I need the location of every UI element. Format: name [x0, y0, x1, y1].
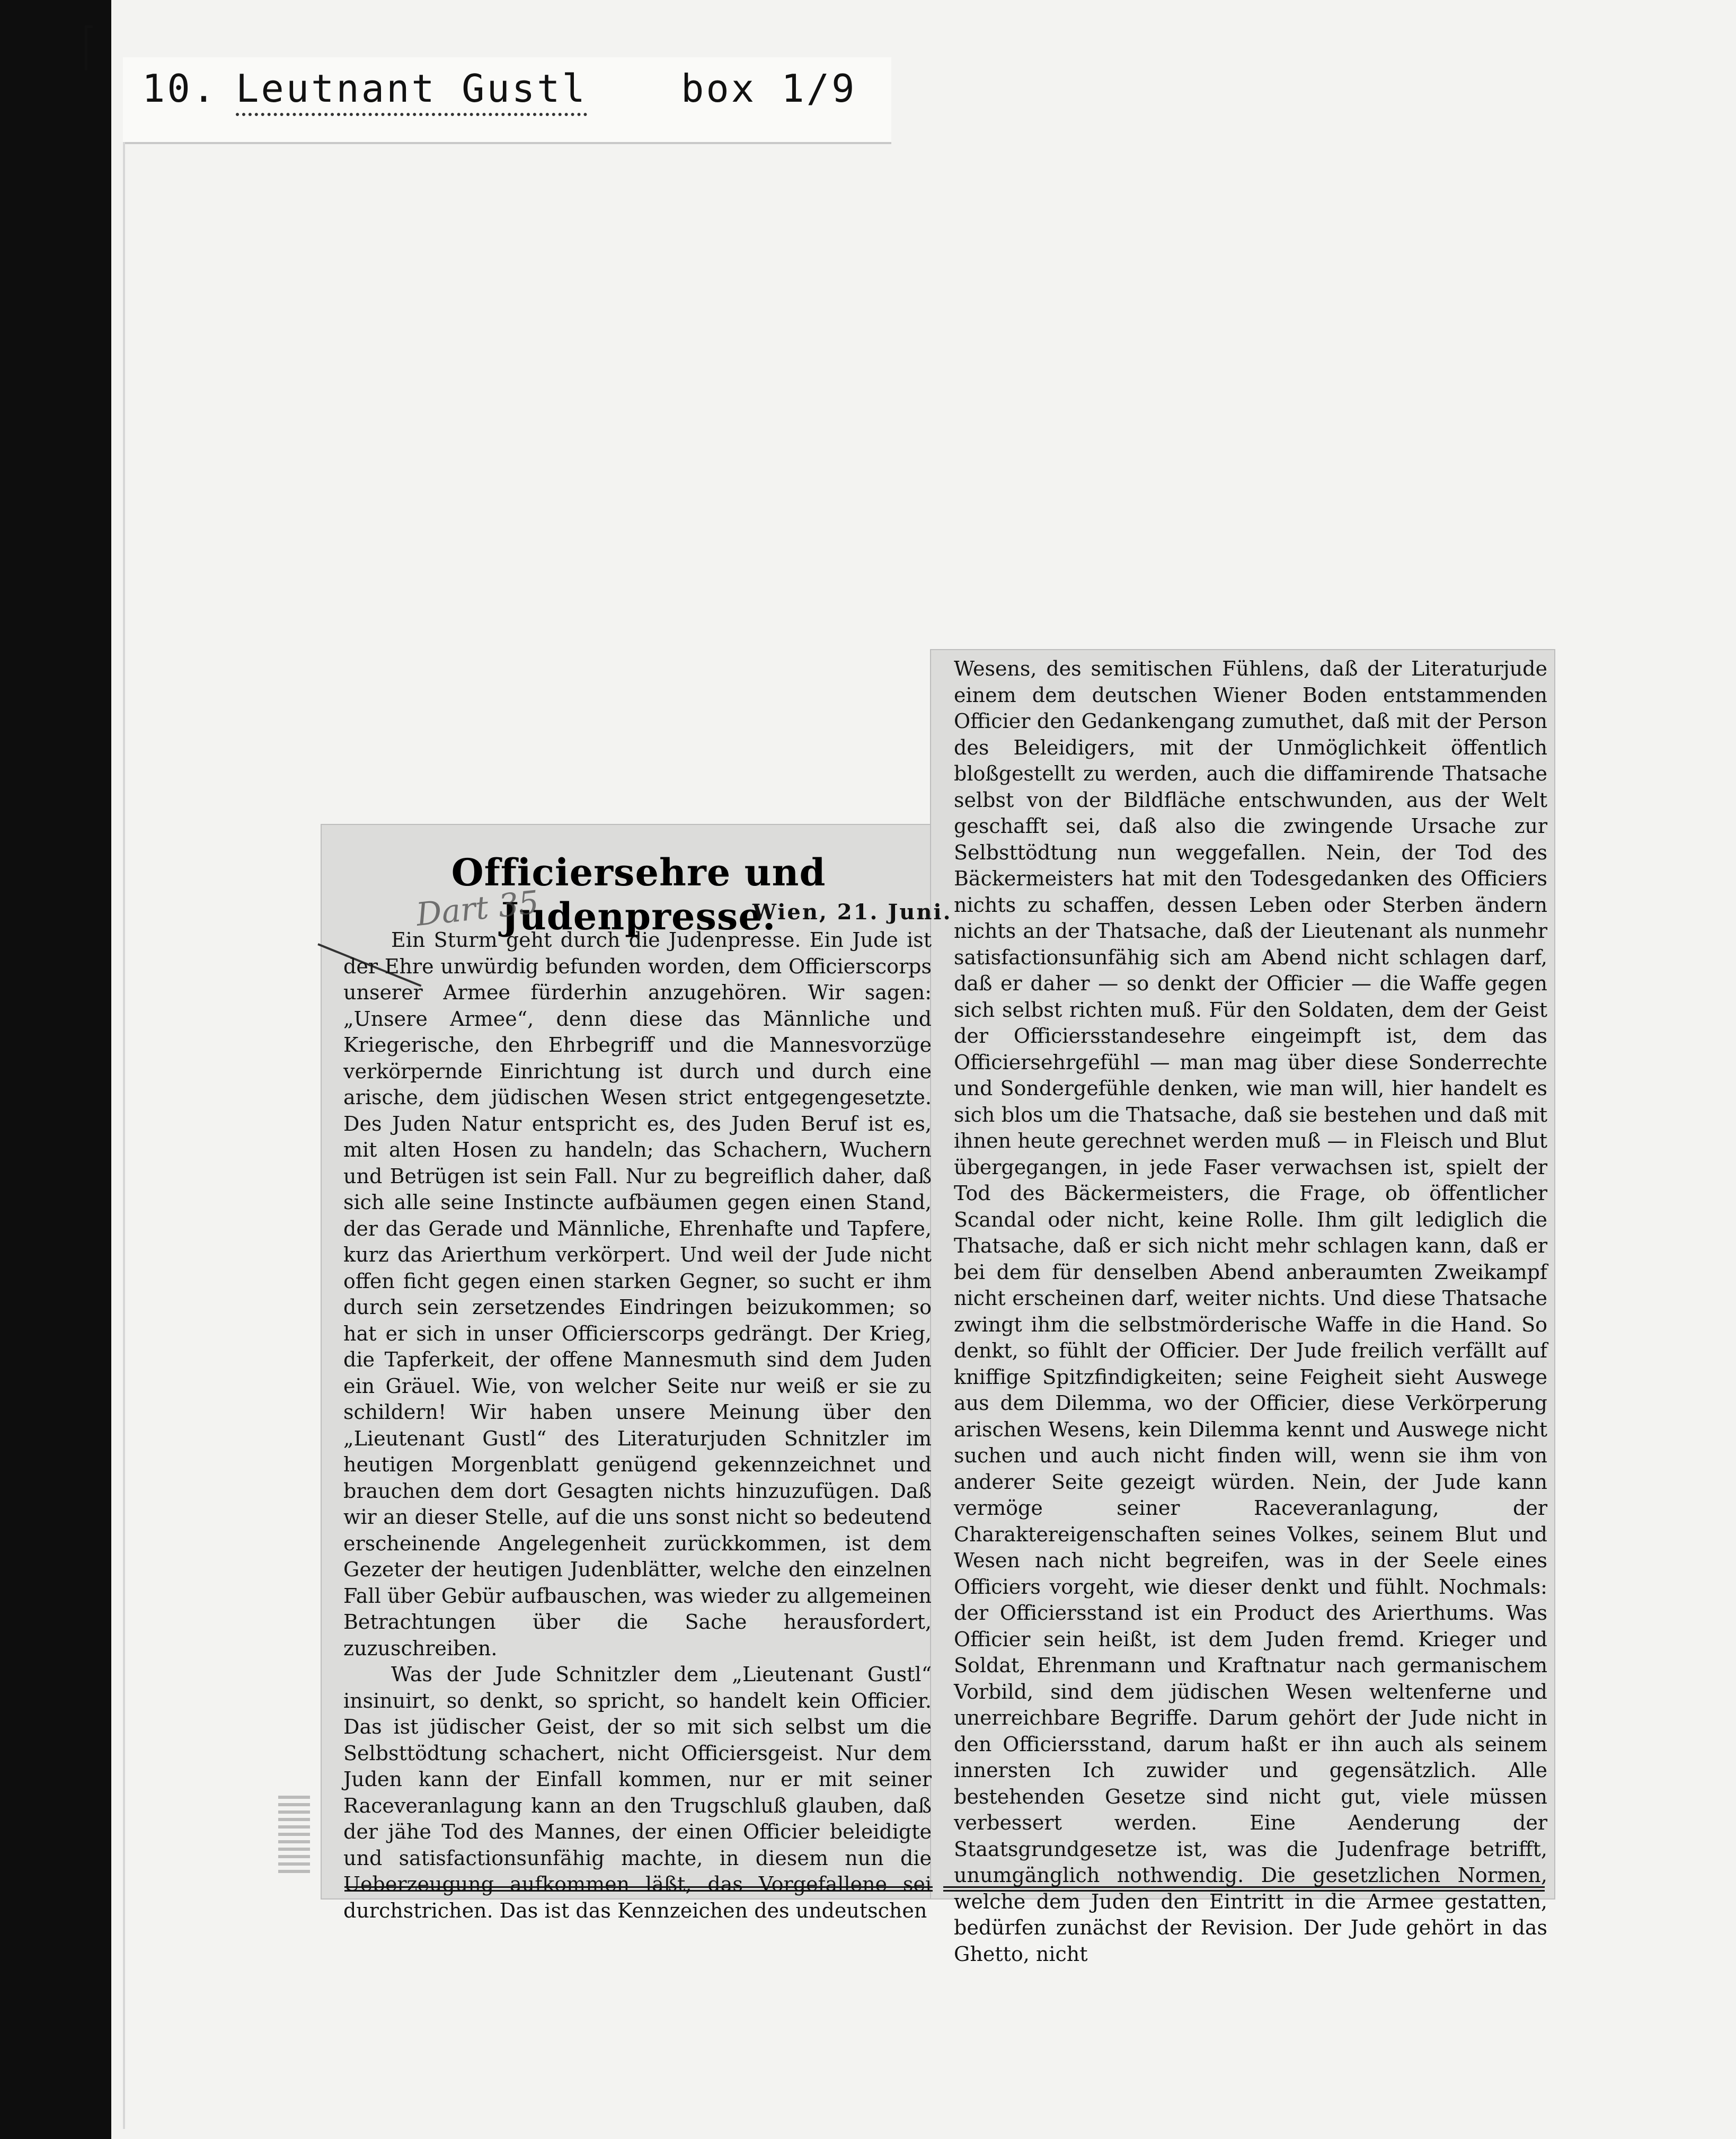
article-dateline: Wien, 21. Juni. — [752, 900, 952, 925]
paragraph: Wesens, des semitischen Fühlens, daß der Literaturjude einem dem deutschen Wiener Boden entstammenden Officier den Gedankengang zumuthet, daß mit der Person des Beleidigers, mit der Unmöglichkeit öffentlich bloßgestellt zu werden, auch die diffamirende Thatsache selbst von der Bildfläche entschwunden, aus der Welt geschafft sei, daß also die zwingende Ursache zur Selbsttödtung nun weggefallen. Nein, der Tod des Bäckermeisters hat mit den Todesgedanken des Officiers nichts zu schaffen, dessen Leben oder Sterben ändern nichts an der Thatsache, daß der Lieutenant als nunmehr satisfactionsunfähig sich am Abend nicht schlagen darf, daß er daher — so denkt der Officier — die Waffe gegen sich selbst richten muß. Für den Soldaten, dem der Geist der Officiersstandesehre eingeimpft ist, dem das Officiersehrgefühl — man mag über diese Sonderrechte und Sondergefühle denken, wie man will, hier handelt es sich blos um die Thatsache, daß sie bestehen und daß mit ihnen heute gerechnet werden muß — in Fleisch und Blut übergegangen, in jede Faser verwachsen ist, spielt der Tod des Bäckermeisters, die Frage, ob öffentlicher Scandal oder nicht, keine Rolle. Ihm gilt lediglich die Thatsache, daß er sich nicht mehr schlagen kann, daß er bei dem für denselben Abend anberaumten Zweikampf nicht erscheinen darf, weiter nichts. Und diese Thatsache zwingt ihm die selbstmörderische Waffe in die Hand. So denkt, so fühlt der Officier. Der Jude freilich verfällt auf kniffige Spitzfindigkeiten; seine Feigheit sieht Auswege aus dem Dilemma, wo der Officier, diese Verkörperung arischen Wesens, kein Dilemma kennt und Auswege nicht suchen und auch nicht finden will, wenn sie ihm von anderer Seite gezeigt würden. Nein, der Jude kann vermöge seiner Raceveranlagung, der Charaktereigenschaften seines Volkes, seinem Blut und Wesen nach nicht begreifen, was in der Seele eines Officiers vorgeht, wie dieser denkt und fühlt. Nochmals: der Officiersstand ist ein Product des Arierthums. Was Officier sein heißt, ist dem Juden fremd. Krieger und Soldat, Ehrenmann und Kraftnatur nach germanischem Vorbild, sind dem jüdischen Wesen weltenferne und unerreichbare Begriffe. Darum gehört der Jude nicht in den Officiersstand, darum haßt er ihn auch als seinem innersten Ich zuwider und gegensätzlich. Alle bestehenden Gesetze sind nicht gut, viele müssen verbessert werden. Eine Aenderung der Staatsgrundgesetze ist, was die Judenfrage betrifft, unumgänglich nothwendig. Die gesetzlichen Normen, welche dem Juden den Eintritt in die Armee gestatten, bedürfen zunächst der Revision. Der Jude gehört in das Ghetto, nicht — [954, 657, 1547, 1966]
paragraph: Ein Sturm geht durch die Judenpresse. Ein Jude ist der Ehre unwürdig befunden worden, dem Officierscorps unserer Armee fürderhin anzugehören. Wir sagen: „Unsere Armee“, denn diese das Männliche und Kriegerische, den Ehrbegriff und die Mannesvorzüge verkörpernde Einrichtung ist durch und durch eine arische, dem jüdischen Wesen strict entgegengesetzte. Des Juden Natur entspricht es, des Juden Beruf ist es, mit alten Hosen zu handeln; das Schachern, Wuchern und Betrügen ist sein Fall. Nur zu begreiflich daher, daß sich alle seine Instincte aufbäumen gegen einen Stand, der das Gerade und Männliche, Ehrenhafte und Tapfere, kurz das Arierthum verkörpert. Und weil der Jude nicht offen ficht gegen einen starken Gegner, so sucht er ihm durch sein zersetzendes Eindringen beizukommen; so hat er sich in unser Officierscorps gedrängt. Der Krieg, die Tapferkeit, der offene Mannesmuth sind dem Juden ein Gräuel. Wie, von welcher Seite nur weiß er sie zu schildern! Wir haben unsere Meinung über den „Lieutenant Gustl“ des Literaturjuden Schnitzler im heutigen Morgenblatt genügend gekennzeichnet und brauchen dem dort Gesagten nichts hinzuzufügen. Daß wir an dieser Stelle, auf die uns sonst nicht so bedeutend erscheinende Angelegenheit zurückkommen, ist dem Gezeter der heutigen Judenblätter, welche den einzelnen Fall über Gebür aufbauschen, was wieder zu allgemeinen Betrachtungen über die Sache herausfordert, zuzuschreiben. — [343, 928, 932, 1660]
page-frame-edge — [123, 142, 130, 2129]
column-end-rule-left — [344, 1886, 933, 1892]
paragraph: Was der Jude Schnitzler dem „Lieutenant Gustl“ insinuirt, so denkt, so spricht, so handelt kein Officier. Das ist jüdischer Geist, der so mit sich selbst um die Selbsttödtung schachert, nicht Officiersgeist. Nur dem Juden kann der Einfall kommen, nur er mit seiner Raceveranlagung kann an den Trugschluß glauben, daß der jähe Tod des Mannes, der einen Officier beleidigte und satisfactionsunfähig machte, in diesem nun die Ueberzeugung aufkommen läßt, das Vorgefallene sei durchstrichen. Das ist das Kennzeichen des undeutschen — [343, 1663, 932, 1922]
article-column-right — [954, 656, 1547, 1967]
folder-number: 10. — [142, 66, 218, 111]
folder-title: Leutnant Gustl — [236, 66, 587, 116]
article-headline: Officiersehre und Judenpresse. — [451, 850, 826, 938]
pencil-annotation: Dart 35 — [414, 884, 541, 934]
corner-mark — [85, 25, 93, 70]
column-end-rule-right — [943, 1886, 1545, 1892]
box-number: box 1/9 — [681, 66, 857, 111]
article-column-left — [343, 927, 932, 1924]
margin-smudge — [278, 1794, 310, 1873]
